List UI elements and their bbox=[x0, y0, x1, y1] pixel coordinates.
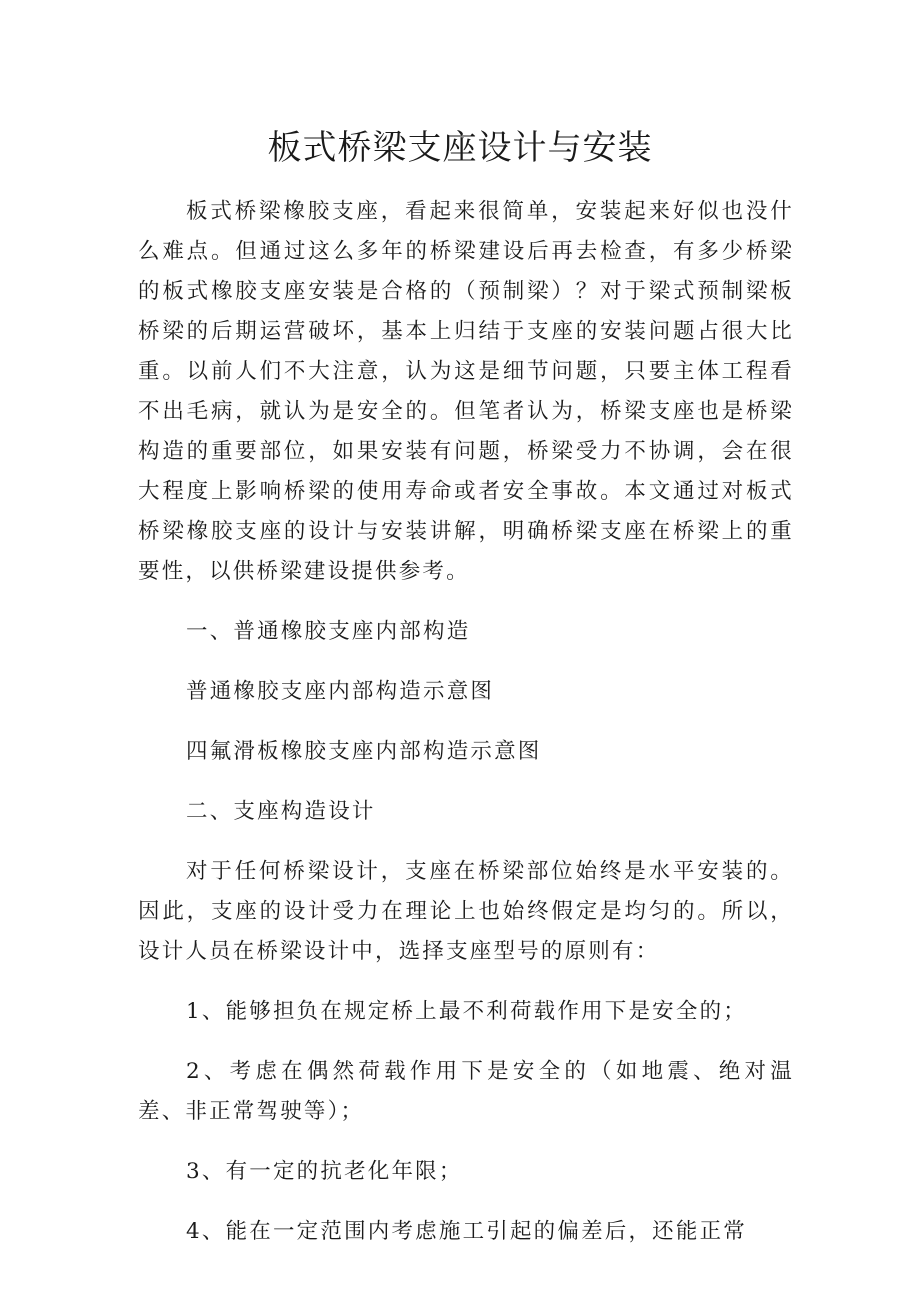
list-item-3: 3、有一定的抗老化年限； bbox=[186, 1159, 463, 1184]
design-paragraph: 对于任何桥梁设计，支座在桥梁部位始终是水平安装的。因此，支座的设计受力在理论上也始终假定是均匀的。所以，设计人员在桥梁设计中，选择支座型号的原则有： bbox=[138, 859, 794, 964]
intro-paragraph: 板式桥梁橡胶支座，看起来很简单，安装起来好似也没什么难点。但通过这么多年的桥梁建设后再去检查，有多少桥梁的板式橡胶支座安装是合格的（预制梁）？对于梁式预制梁板桥梁的后期运营破坏，基本上归结于支座的安装问题占很大比重。以前人们不大注意，认为这是细节问题，只要主体工程看不出毛病，就认为是安全的。但笔者认为，桥梁支座也是桥梁构造的重要部位，如果安装有问题，桥梁受力不协调，会在很大程度上影响桥梁的使用寿命或者安全事故。本文通过对板式桥梁橡胶支座的设计与安装讲解，明确桥梁支座在桥梁上的重要性，以供桥梁建设提供参考。 bbox=[138, 199, 794, 584]
section-heading-1: 一、普通橡胶支座内部构造 bbox=[186, 619, 471, 644]
list-item-1: 1、能够担负在规定桥上最不利荷载作用下是安全的； bbox=[186, 999, 747, 1024]
list-item-4: 4、能在一定范围内考虑施工引起的偏差后，还能正常 bbox=[186, 1219, 747, 1244]
section-heading-2: 二、支座构造设计 bbox=[186, 799, 376, 824]
document-body bbox=[138, 192, 794, 1272]
figure-caption-1: 普通橡胶支座内部构造示意图 bbox=[186, 679, 495, 704]
list-item-2: 2、考虑在偶然荷载作用下是安全的（如地震、绝对温差、非正常驾驶等）； bbox=[138, 1059, 794, 1124]
figure-caption-2: 四氟滑板橡胶支座内部构造示意图 bbox=[186, 739, 542, 764]
page-title: 板式桥梁支座设计与安装 bbox=[267, 128, 653, 168]
